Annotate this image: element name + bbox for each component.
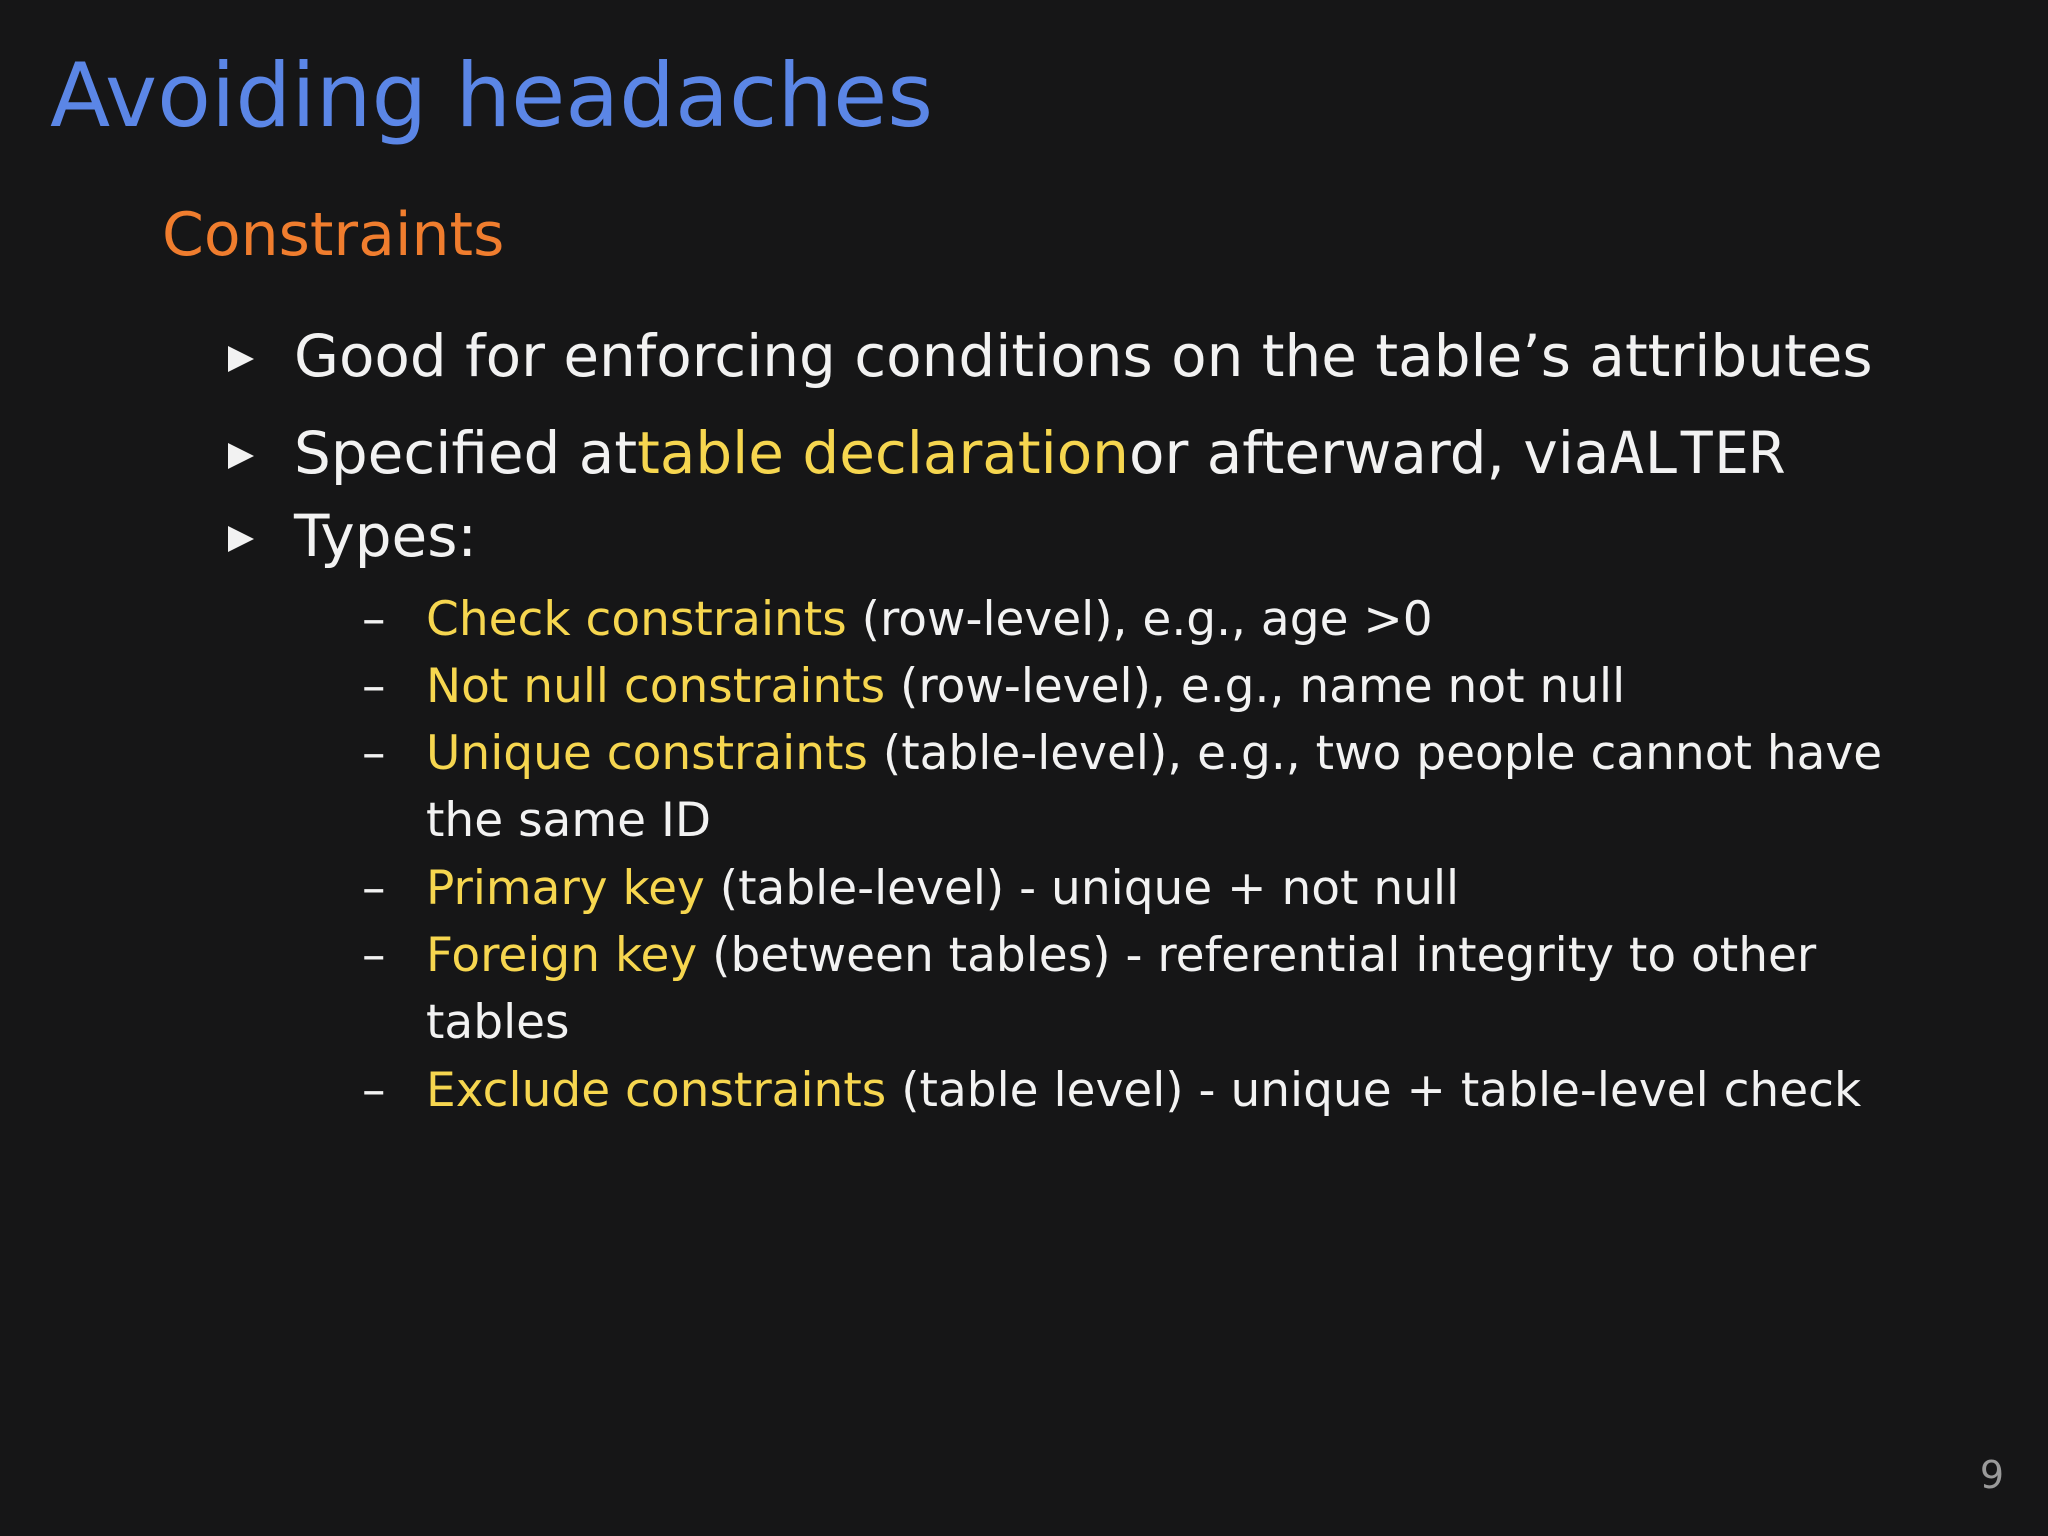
- type-term: Not null constraints: [426, 659, 886, 714]
- dash-marker: –: [362, 861, 386, 916]
- type-item-foreign-key: [362, 922, 1922, 1056]
- type-item-text: [426, 855, 1922, 922]
- type-item-text: [426, 922, 1922, 1056]
- bullet-item-types: [228, 502, 477, 570]
- type-item-exclude-constraints: [362, 1057, 1922, 1124]
- dash-marker: –: [362, 1063, 386, 1118]
- type-description: (row-level), e.g., age >0: [846, 592, 1433, 647]
- type-description: (table level) - unique + table-level check: [886, 1063, 1862, 1118]
- type-term: Unique constraints: [426, 726, 868, 781]
- type-term: Check constraints: [426, 592, 847, 647]
- section-subtitle: Constraints: [162, 200, 505, 270]
- type-description: (table-level), e.g., two people cannot have the same ID: [426, 726, 1883, 848]
- dash-marker: –: [362, 928, 386, 983]
- highlight-table-declaration: table declaration: [637, 419, 1129, 487]
- type-description: (row-level), e.g., name not null: [885, 659, 1626, 714]
- bullet-text: Types:: [294, 502, 477, 570]
- type-item-text: [426, 586, 1922, 653]
- bullet-text-middle: or afterward, via: [1128, 419, 1610, 487]
- slide-title: Avoiding headaches: [50, 44, 934, 147]
- bullet-item-enforcing-conditions: [228, 322, 1873, 390]
- bullet-text: Good for enforcing conditions on the table’s attributes: [294, 322, 1873, 390]
- code-alter: ALTER: [1609, 419, 1785, 487]
- bullet-text-prefix: Specified at: [294, 419, 638, 487]
- type-item-check-constraints: [362, 586, 1922, 653]
- type-term: Primary key: [426, 861, 705, 916]
- type-item-text: [426, 720, 1922, 854]
- type-item-text: [426, 653, 1922, 720]
- type-item-primary-key: [362, 855, 1922, 922]
- type-term: Exclude constraints: [426, 1063, 887, 1118]
- bullet-item-specified-at: [228, 419, 1785, 487]
- dash-marker: –: [362, 659, 386, 714]
- triangle-bullet-icon: [228, 443, 254, 469]
- dash-marker: –: [362, 592, 386, 647]
- type-item-text: [426, 1057, 1922, 1124]
- page-number: 9: [1979, 1453, 2004, 1497]
- type-term: Foreign key: [426, 928, 698, 983]
- triangle-bullet-icon: [228, 346, 254, 372]
- type-description: (table-level) - unique + not null: [704, 861, 1460, 916]
- triangle-bullet-icon: [228, 526, 254, 552]
- dash-marker: –: [362, 726, 386, 781]
- type-description: (between tables) - referential integrity to other tables: [426, 928, 1817, 1050]
- type-item-unique-constraints: [362, 720, 1922, 854]
- type-item-not-null-constraints: [362, 653, 1922, 720]
